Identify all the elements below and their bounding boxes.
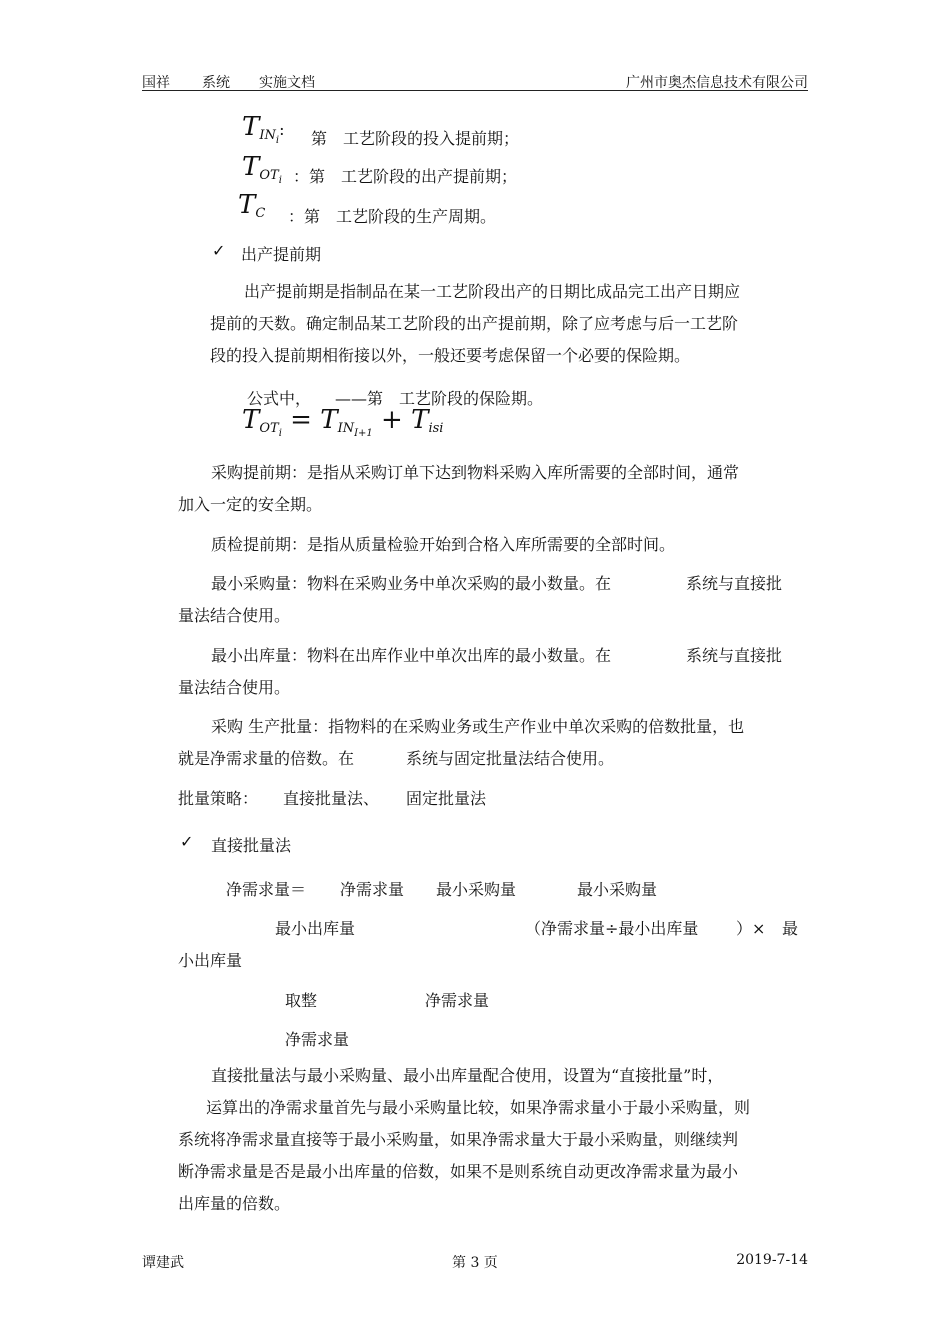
- math-symbol-t-c: $T_C$: [238, 190, 266, 221]
- footer-page-number: 第 3 页: [452, 1255, 498, 1271]
- checkmark-icon: ✓: [212, 241, 226, 260]
- rule-text: 取整: [285, 991, 318, 1010]
- rule-text: 最小采购量: [577, 880, 658, 899]
- paragraph-line: 出产提前期是指制品在某一工艺阶段出产的日期比成品完工出产日期应: [244, 282, 741, 301]
- paragraph-min-purchase-line1b: 系统与直接批: [686, 574, 783, 593]
- math-symbol-t-ot: $T_{OT_i}$: [242, 152, 282, 186]
- header-system-label: 系统: [202, 75, 230, 91]
- paragraph-direct-batch-line1: 直接批量法与最小采购量、最小出库量配合使用，设置为“直接批量”时，: [211, 1066, 724, 1085]
- paragraph-min-outbound-line1a: 最小出库量：物料在出库作业中单次出库的最小数量。在: [211, 646, 612, 665]
- definition-cycle: ：第 工艺阶段的生产周期。: [288, 207, 497, 226]
- paragraph-line: 段的投入提前期相衔接以外，一般还要考虑保留一个必要的保险期。: [210, 346, 691, 365]
- rule-text: 最小出库量: [275, 919, 356, 938]
- paragraph-qc-lead: 质检提前期：是指从质量检验开始到合格入库所需要的全部时间。: [211, 535, 676, 554]
- paragraph-batch-line2b: 系统与固定批量法结合使用。: [406, 749, 615, 768]
- strategy-direct: 直接批量法、: [283, 789, 380, 808]
- paragraph-min-purchase-line1a: 最小采购量：物料在采购业务中单次采购的最小数量。在: [211, 574, 612, 593]
- paragraph-min-outbound-line1b: 系统与直接批: [686, 646, 783, 665]
- paragraph-min-purchase-line2: 量法结合使用。: [178, 606, 291, 625]
- rule-text: 净需求量＝: [226, 880, 307, 899]
- header-rule: [142, 90, 808, 91]
- rule-text: 净需求量: [425, 991, 490, 1010]
- footer-date: 2019-7-14: [736, 1252, 808, 1268]
- rule-text: 净需求量: [285, 1030, 350, 1049]
- paragraph-purchase-lead-line1: 采购提前期：是指从采购订单下达到物料采购入库所需要的全部时间，通常: [211, 463, 740, 482]
- paragraph-line: 提前的天数。确定制品某工艺阶段的出产提前期，除了应考虑与后一工艺阶: [210, 314, 739, 333]
- paragraph-direct-batch-line3: 系统将净需求量直接等于最小采购量，如果净需求量大于最小采购量，则继续判: [178, 1130, 739, 1149]
- header-company: 广州市奥杰信息技术有限公司: [626, 75, 808, 91]
- strategy-fixed: 固定批量法: [406, 789, 487, 808]
- strategy-label: 批量策略：: [178, 789, 259, 808]
- definition-input-lead: 第 工艺阶段的投入提前期；: [311, 129, 520, 148]
- footer-author: 谭建武: [142, 1255, 184, 1271]
- rule-text: ）×: [736, 919, 766, 938]
- section-heading-direct-batch: 直接批量法: [211, 836, 292, 855]
- paragraph-direct-batch-line5: 出库量的倍数。: [178, 1194, 291, 1213]
- rule-text: 小出库量: [178, 951, 243, 970]
- paragraph-batch-line1: 采购 生产批量：指物料的在采购业务或生产作业中单次采购的倍数批量，也: [211, 717, 745, 736]
- paragraph-batch-line2a: 就是净需求量的倍数。在: [178, 749, 355, 768]
- math-symbol-t-in: $T_{IN_i}$:: [242, 112, 285, 146]
- paragraph-direct-batch-line2: 运算出的净需求量首先与最小采购量比较，如果净需求量小于最小采购量，则: [206, 1098, 751, 1117]
- rule-text: 最小采购量: [436, 880, 517, 899]
- paragraph-purchase-lead-line2: 加入一定的安全期。: [178, 495, 323, 514]
- rule-text: 最: [782, 919, 799, 938]
- rule-text: 净需求量: [340, 880, 405, 899]
- header-doc-title: 实施文档: [259, 75, 315, 91]
- paragraph-direct-batch-line4: 断净需求量是否是最小出库量的倍数，如果不是则系统自动更改净需求量为最小: [178, 1162, 739, 1181]
- checkmark-icon: ✓: [180, 832, 194, 851]
- definition-output-lead: ：第 工艺阶段的出产提前期；: [293, 167, 518, 186]
- section-heading-output-lead: 出产提前期: [241, 245, 322, 264]
- header-project-name: 国祥: [142, 75, 170, 91]
- formula-note: 公式中， ——第 工艺阶段的保险期。: [247, 389, 544, 408]
- formula-output-lead: $T_{OT_i} = T_{IN_{I+1}} + T_{isi}$: [242, 405, 444, 439]
- paragraph-min-outbound-line2: 量法结合使用。: [178, 678, 291, 697]
- rule-text: （净需求量÷最小出库量: [525, 919, 699, 938]
